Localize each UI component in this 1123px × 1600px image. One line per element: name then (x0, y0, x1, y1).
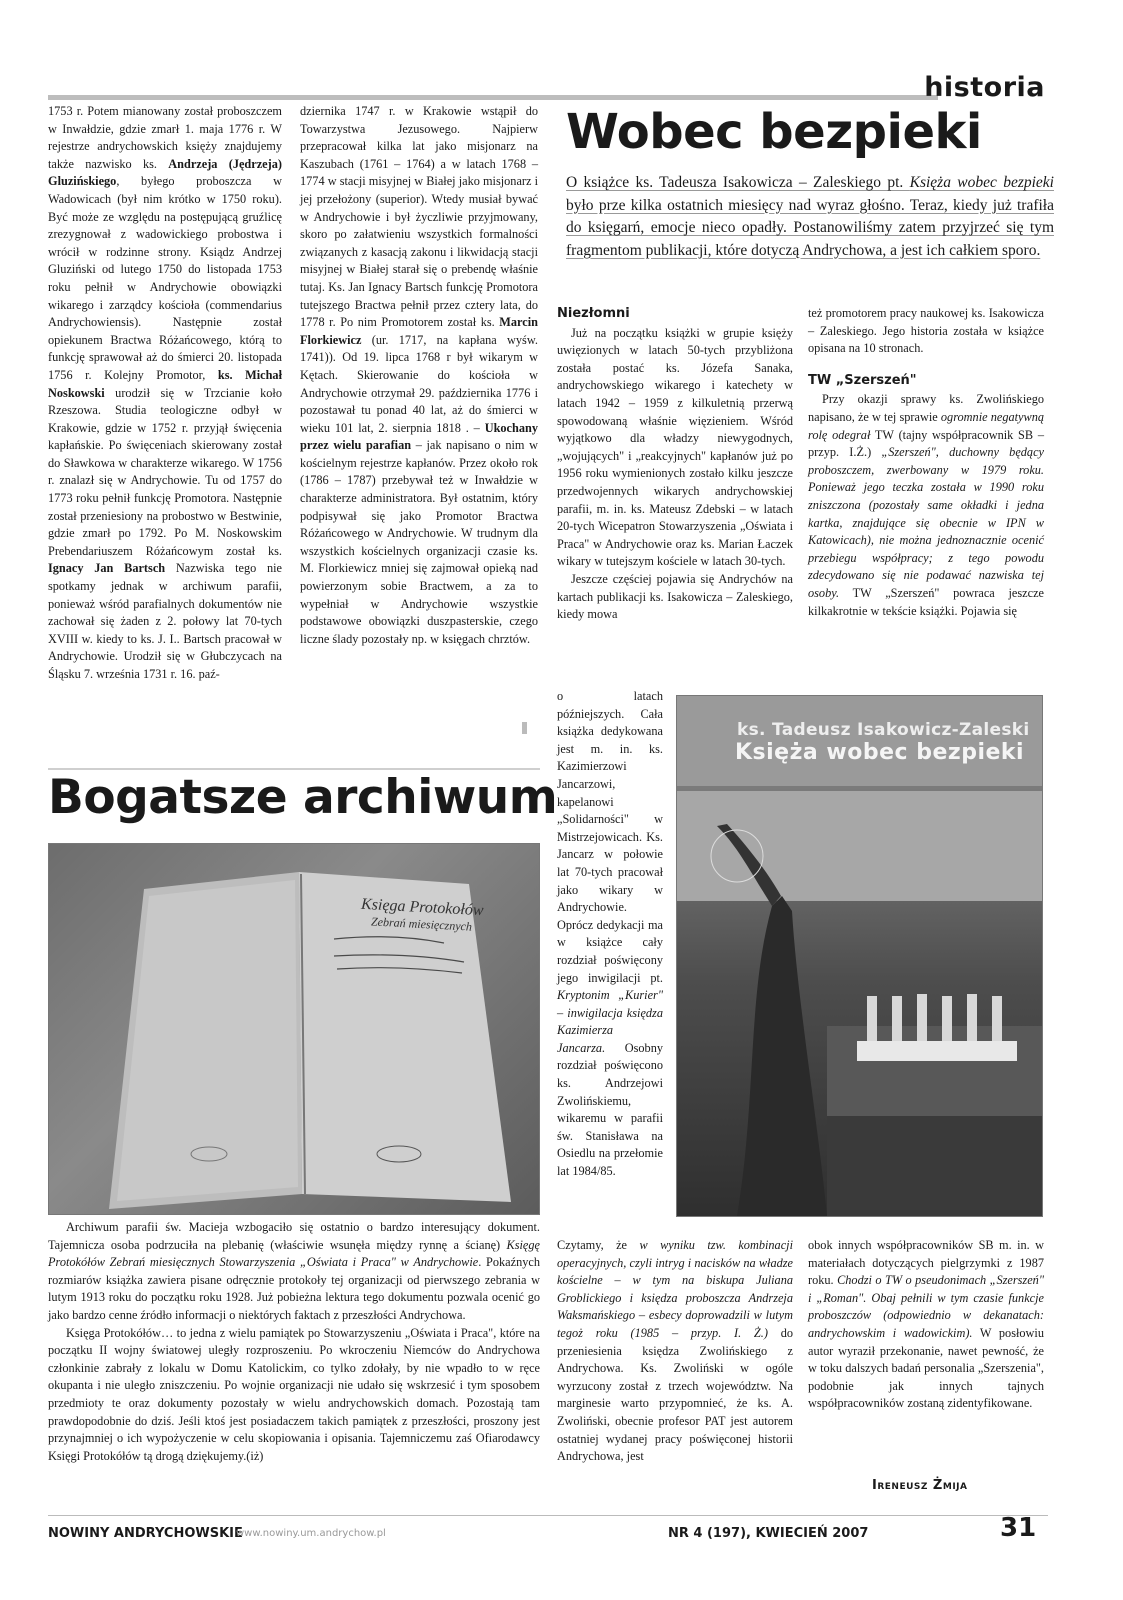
left-article-col1: 1753 r. Potem mianowany został proboszczem w Inwałdzie, gdzie zmarł 1. maja 1776 r. W rejestrze andrychowskich księży znajdujemy także nazwisko ks. Andrzeja (Jędrzeja) Gluzińskiego, byłego proboszcza w Wadowicach (był nim krótko w 1750 roku). Być może ze względu na postępującą gruźlicę zrezygnował z wadowickiego probostwa i wrócił w rodzinne strony. Ksiądz Andrzej Gluziński od lutego 1750 do listopada 1753 roku pełnił w Andrychowie obowiązki wikarego i zarządcy kościoła (commendarius Andrychowiensis). Następnie został opiekunem Bractwa Różańcowego, którą to funkcję sprawował aż do śmierci 20. listopada 1756 r. Kolejny Promotor, ks. Michał Noskowski urodził się w Trzcianie koło Rzeszowa. Studia teologiczne odbył w Krakowie, gdzie w 1752 r. przyjął święcenia kapłańskie. Po święceniach skierowany został do Sławkowa w charakterze wikarego. W 1756 r. znalazł się w Andrychowie. Tu od 1757 do 1773 roku pełnił funkcję Promotora. Następnie został przeniesiony na probostwo w Bestwinie, gdzie zmarł po 1792. Po M. Noskowskim Prebendariuszem Różańcowym został ks. Ignacy Jan Bartsch Nazwiska tego nie spotkamy jednak w archiwum parafii, ponieważ wśród parafialnych dokumentów nie zachował się żaden z 2. połowy lat 70-tych XVIII w. kiedy to ks. J. I.. Bartsch pracował w Andrychowie. Urodził się w Głubczycach na Śląsku 7. września 1731 r. 16. paź- (48, 104, 282, 681)
article1-col-a-narrow: o latach późniejszych. Cała książka dedykowana jest m. in. ks. Kazimierzowi Jancarzowi, kapelanowi „Solidarności" w Mistrzejowicach. Ks. Jancarz w połowie lat 70-tych pracował jako wikary w Andrychowie. Oprócz dedykacji ma w książce cały rozdział poświęcony jego inwigilacji pt. Kryptonim „Kurier" – inwigilacja księdza Kazimierza Jancarza. Osobny rozdział poświęcono ks. Andrzejowi Zwolińskiemu, wikaremu w parafii św. Stanisława na Osiedlu na przełomie lat 1984/85. (557, 689, 663, 1179)
footer-issue: NR 4 (197), KWIECIEŃ 2007 (668, 1526, 869, 1541)
article1-col-b: też promotorem pracy naukowej ks. Isakowicza – Zaleskiego. Jego historia została w książce opisana na 10 stronach. TW „Szerszeń" Przy okazji sprawy ks. Zwolińskiego napisano, że w tej sprawie ogromnie negatywną rolę odegrał TW (tajny współpracownik SB – przyp. I.Ż.) „Szerszeń", duchowny będący proboszczem, zwerbowany w 1979 roku. Ponieważ jego teczka została w 1990 roku zniszczona (pozostały same okładki i jedna kartka, znajdujące się obecnie w IPN w Katowicach), nie można jednoznacznie ocenić przebiegu współpracy; z tego powodu zdecydowano się nie podawać nazwiska tej osoby. TW „Szerszeń" powraca jeszcze kilkakrotnie w tekście książki. Pojawia się (808, 306, 1044, 618)
archive-book-photo (48, 843, 540, 1215)
section-label: historia (924, 72, 1045, 103)
author-byline: Ireneusz Żmija (872, 1478, 968, 1493)
handwritten-title-2: Zebrań miesięcznych (370, 914, 473, 934)
book-cover-title: Księża wobec bezpieki (735, 740, 1025, 765)
left-article-col2: dziernika 1747 r. w Krakowie wstąpił do Towarzystwa Jezusowego. Najpierw przepracował kilka lat jako misjonarz na Kaszubach (1761 – 1764) a w latach 1768 – 1774 w stacji misyjnej w Białej jako misjonarz i jej przełożony (superior). Wtedy musiał bywać w Andrychowie i był życzliwie przyjmowany, skoro po załatwieniu wszystkich formalności związanych z kasacją zakonu i likwidacją stacji misyjnej w Białej starał się o prebendę właśnie tutaj. Ks. Jan Ignacy Bartsch funkcję Promotora tutejszego Bractwa pełnił przez cztery lata, do 1778 r. Po nim Promotorem został ks. Marcin Florkiewicz (ur. 1717, na kapłana wyśw. 1741)). Od 19. lipca 1768 r był wikarym w Kętach. Skierowanie do kościoła w Andrychowie otrzymał 29. października 1776 i pozostawał tu ponad 40 lat, aż do śmierci w wieku 101 lat, 2. sierpnia 1818 . – Ukochany przez wielu parafian – jak napisano o nim w kościelnym rejestrze kapłanów. Przez około rok (1786 – 1787) przebywał też w Inwałdzie w charakterze administratora. Był ostatnim, który podpisywał się jako Promotor Bractwa Różańcowego w Andrychowie. W trudnym dla wszystkich kościelnych organizacji czasie ks. M. Florkiewicz mniej się zajmował opieką nad powierzonym sobie Bractwem, a za to wypełniał w Andrychowie wszystkie podstawowe obowiązki duszpasterskie, czego liczne ślady pozostały np. w księgach chrztów. (300, 104, 538, 646)
end-marker (522, 722, 527, 734)
handwritten-title-1: Księga Protokołów (360, 895, 484, 920)
article-title: Bogatsze archiwum (48, 770, 558, 825)
open-book-art (49, 844, 540, 1215)
subheading: TW „Szerszeń" (808, 372, 917, 388)
subheading: Niezłomni (557, 306, 630, 321)
footer-rule (48, 1515, 1048, 1516)
book-cover-author: ks. Tadeusz Isakowicz-Zaleski (737, 720, 1030, 740)
page-number: 31 (1000, 1513, 1037, 1543)
header-rule (48, 95, 938, 100)
footer-url: www.nowiny.um.andrychow.pl (236, 1528, 386, 1539)
book-cover-image (676, 695, 1043, 1217)
book-cover-art (677, 696, 1043, 1217)
article2-body: Archiwum parafii św. Macieja wzbogaciło się ostatnio o bardzo interesujący dokument. Tajemnicza osoba podrzuciła na plebanię (właściwie wsunęła między rynnę a ścianę) Księgę Protokółów Zebrań miesięcznych Stowarzyszenia „Oświata i Praca" w Andrychowie. Pokaźnych rozmiarów książka zawiera pisane odręcznie protokoły tej organizacji od pierwszego zebrania w lutym 1913 roku do początku roku 1928. Już pobieżna lektura tego dokumentu pozwala ocenić go jako bardzo cenne źródło informacji o niektórych faktach z przeszłości Andrychowa. Księga Protokółów… to jedna z wielu pamiątek po Stowarzyszeniu „Oświata i Praca", które na początku II wojny światowej uległy rozproszeniu. Po wkroczeniu Niemców do Andrychowa członkinie zabrały z lokalu w Domu Katolickim, co tylko zdołały, by nie wpadło to w ręce okupanta i nie uległo zniszczeniu. Po wojnie organizacji nie udało się wskrzesić i tym sposobem przedmioty te oraz dokumenty pozostały w wielu andrychowskich domach. Pozostają tam prawdopodobnie do dziś. Jeśli ktoś jest posiadaczem takich pamiątek z przeszłości, proszony jest przynajmniej o ich wypożyczenie w celu skopiowania i opisania. Tajemniczemu zaś Ofiarodawcy Księgi Protokółów tą drogą dziękujemy.(iż) (48, 1220, 540, 1463)
article1-col-a-bottom: Czytamy, że w wyniku tzw. kombinacji operacyjnych, czyli intryg i nacisków na władze kościelne – w tym na biskupa Juliana Groblickiego i księdza proboszcza Andrzeja Waksmańskiego – esbecy doprowadzili w lutym tegoż roku (1985 – przyp. I. Ż.) do przeniesienia księdza Zwolińskiego z Andrychowa. Ks. Zwoliński w ogóle wyrzucony został z trzech województw. Na marginesie warto przypomnieć, że ks. A. Zwoliński, obecnie profesor PAT jest autorem ostatniej wydanej pracy poświęconej historii Andrychowa, jest (557, 1238, 793, 1464)
article1-col-a: Niezłomni Już na początku książki w grupie księży uwięzionych w latach 50-tych przybliżona została postać ks. Józefa Sanaka, andrychowskiego wikarego i katechety w latach 1942 – 1959 z kilkuletnią przerwą spowodowaną właśnie więzieniem. Wśród wyjątkowo dla władzy niewygodnych, „wojujących" i „reakcyjnych" kapłanów już po 1956 roku wymienionych zostało kilku jeszcze przedwojennych wikarych andrychowskiej parafii, m. in. ks. Mateusz Zdebski – w latach 20-tych Wicepatron Stowarzyszenia „Oświata i Praca" w Andrychowie oraz ks. Marian Łaczek wikary w tutejszym kościele w latach 30-tych. Jeszcze częściej pojawia się Andrychów na kartach publikacji ks. Isakowicza – Zaleskiego, kiedy mowa (557, 306, 793, 622)
article-lead: O książce ks. Tadeusza Isakowicza – Zaleskiego pt. Księża wobec bezpieki było prze kilka ostatnich miesięcy nad wyraz głośno. Teraz, kiedy już trafiła do księgarń, emocje nieco opadły. Postanowiliśmy zatem przyjrzeć się tym fragmentom publikacji, które dotyczą Andrychowa, a jest ich całkiem sporo. (566, 174, 1054, 259)
article-title: Wobec bezpieki (566, 104, 982, 160)
footer-paper-name: NOWINY ANDRYCHOWSKIE (48, 1526, 243, 1541)
article1-col-b-bottom: obok innych współpracowników SB m. in. w materiałach dotyczących pielgrzymki z 1987 roku. Chodzi o TW o pseudonimach „Szerszeń" i „Roman". Obaj pełnili w tym czasie funkcje proboszczów (odpowiednio w dekanatach: andrychowskim i wadowickim). W posłowiu autor wyraził przekonanie, nawet pewność, że w toku dalszych badań personalia „Szerszenia", podobnie jak innych tajnych współpracowników zostaną zidentyfikowane. (808, 1238, 1044, 1411)
